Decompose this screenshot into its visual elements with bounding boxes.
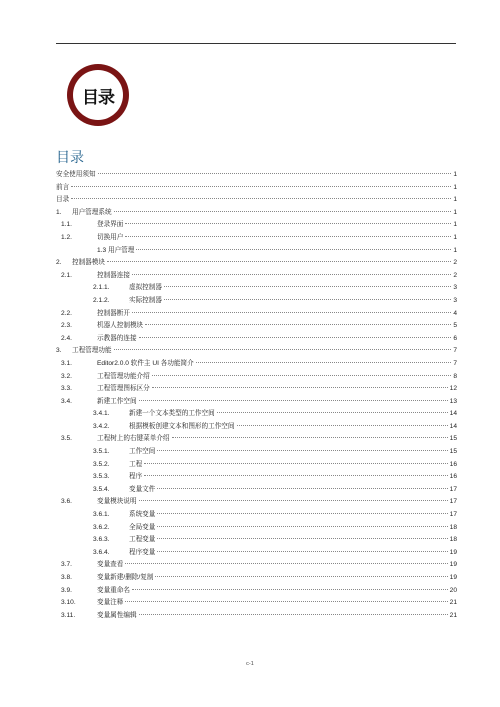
toc-leader-dots xyxy=(125,223,451,224)
toc-leader-dots xyxy=(217,412,448,413)
toc-entry[interactable] xyxy=(56,357,457,370)
toc-entry-page: 3 xyxy=(453,296,457,304)
toc-entry[interactable] xyxy=(56,181,457,194)
toc-entry-page: 14 xyxy=(449,410,457,418)
toc-entry-number: 2.2. xyxy=(61,309,72,317)
toc-entry-label: 程序 xyxy=(129,473,143,481)
toc-entry-label: 目录 xyxy=(56,196,70,204)
toc-entry[interactable] xyxy=(56,458,457,471)
toc-leader-dots xyxy=(145,324,451,325)
toc-leader-dots xyxy=(125,563,447,564)
toc-leader-dots xyxy=(144,463,447,464)
toc-entry-page: 3 xyxy=(453,284,457,292)
toc-entry-number: 3. xyxy=(56,347,62,355)
toc-entry[interactable] xyxy=(56,609,457,622)
toc-entry-number: 2.1.1. xyxy=(93,284,110,292)
toc-entry[interactable] xyxy=(56,571,457,584)
toc-entry-label: 虚拟控制器 xyxy=(129,284,162,292)
toc-entry[interactable] xyxy=(56,558,457,571)
toc-entry-number: 3.6.2. xyxy=(93,523,110,531)
toc-entry-label: 控制器模块 xyxy=(72,259,105,267)
toc-entry-label: 用户管理系统 xyxy=(72,208,112,216)
toc-entry-label: 变量重命名 xyxy=(97,586,130,594)
toc-entry[interactable] xyxy=(56,382,457,395)
toc-entry-label: 程序变量 xyxy=(129,548,156,556)
toc-entry-label: 实际控制器 xyxy=(129,296,162,304)
toc-leader-dots xyxy=(157,551,447,552)
toc-entry-number: 3.5.3. xyxy=(93,473,110,481)
toc-entry[interactable] xyxy=(56,521,457,534)
header-rule xyxy=(56,43,456,44)
toc-entry-number: 3.4. xyxy=(61,397,72,405)
toc-entry-page: 18 xyxy=(449,523,457,531)
toc-leader-dots xyxy=(237,425,448,426)
toc-leader-dots xyxy=(152,375,452,376)
toc-entry-number: 3.11. xyxy=(61,611,76,619)
toc-entry-label: 切换用户 xyxy=(97,233,124,241)
toc-leader-dots xyxy=(144,475,447,476)
toc-entry-number: 2. xyxy=(56,259,62,267)
toc-entry-label: 变量模块说明 xyxy=(97,498,137,506)
toc-entry[interactable] xyxy=(56,193,457,206)
toc-entry-page: 1 xyxy=(453,221,457,229)
toc-entry-page: 2 xyxy=(453,271,457,279)
toc-entry[interactable] xyxy=(56,319,457,332)
toc-entry[interactable] xyxy=(56,370,457,383)
toc-entry[interactable] xyxy=(56,483,457,496)
toc-leader-dots xyxy=(139,614,448,615)
toc-entry-number: 1.1. xyxy=(61,221,72,229)
toc-entry-page: 1 xyxy=(453,196,457,204)
toc-entry-label: 变量文件 xyxy=(129,485,156,493)
toc-entry-page: 7 xyxy=(453,347,457,355)
toc-entry-page: 8 xyxy=(453,372,457,380)
toc-entry-label: 安全使用须知 xyxy=(56,171,96,178)
toc-entry-label: 工程管理图标区分 xyxy=(97,385,150,393)
toc-entry-number: 3.1. xyxy=(61,359,72,367)
toc-leader-dots xyxy=(172,437,448,438)
toc-entry[interactable] xyxy=(56,470,457,483)
toc-leader-dots xyxy=(139,337,452,338)
toc-leader-dots xyxy=(71,198,451,199)
toc-leader-dots xyxy=(157,538,447,539)
toc-leader-dots xyxy=(107,261,451,262)
toc-entry-number: 3.6. xyxy=(61,498,72,506)
toc-entry[interactable] xyxy=(56,533,457,546)
toc-entry-number: 3.5.2. xyxy=(93,460,110,468)
toc-entry-number: 3.10. xyxy=(61,599,76,607)
toc-entry-number: 3.9. xyxy=(61,586,72,594)
toc-leader-dots xyxy=(157,450,447,451)
toc-leader-dots xyxy=(157,526,447,527)
toc-leader-dots xyxy=(132,589,448,590)
toc-leader-dots xyxy=(157,488,447,489)
toc-badge-icon xyxy=(67,64,129,126)
toc-entry-number: 1. xyxy=(56,208,62,216)
toc-entry-number: 3.5.4. xyxy=(93,485,110,493)
toc-entry-label: 变量注释 xyxy=(97,599,124,607)
toc-leader-dots xyxy=(155,576,447,577)
toc-entry-page: 19 xyxy=(449,574,457,581)
toc-entry-page: 16 xyxy=(449,460,457,468)
toc-entry[interactable] xyxy=(56,218,457,231)
toc-entry-number: 3.3. xyxy=(61,385,72,393)
page-footer: c-1 xyxy=(246,661,254,667)
toc-entry-label: 1.3 用户管理 xyxy=(97,246,135,254)
toc-entry[interactable] xyxy=(56,432,457,445)
toc-entry-page: 18 xyxy=(449,536,457,544)
toc-entry-number: 3.6.1. xyxy=(93,511,110,519)
toc-entry-number: 3.2. xyxy=(61,372,72,380)
toc-entry-number: 3.4.2. xyxy=(93,422,110,430)
toc-entry-page: 20 xyxy=(449,586,457,594)
toc-entry-label: 工程管理功能介绍 xyxy=(97,372,150,380)
toc-entry-label: 新建一个文本类型的工作空间 xyxy=(129,410,215,418)
toc-entry-label: 示教器的连接 xyxy=(97,334,137,342)
toc-entry-number: 2.1. xyxy=(61,271,72,279)
toc-entry[interactable] xyxy=(56,445,457,458)
toc-entry-label: 工程变量 xyxy=(129,536,156,544)
toc-leader-dots xyxy=(132,312,451,313)
toc-entry-number: 3.8. xyxy=(61,574,72,581)
toc-entry-label: 控制器连接 xyxy=(97,271,130,279)
toc-entry-page: 13 xyxy=(449,397,457,405)
toc-entry-page: 14 xyxy=(449,422,457,430)
toc-leader-dots xyxy=(125,236,451,237)
toc-entry-number: 2.3. xyxy=(61,322,72,330)
toc-entry-number: 3.7. xyxy=(61,561,72,569)
toc-entry-number: 3.6.3. xyxy=(93,536,110,544)
toc-entry-page: 1 xyxy=(453,183,457,191)
toc-entry-label: 新建工作空间 xyxy=(97,397,137,405)
toc-entry-label: 变量新建/删除/复制 xyxy=(97,574,154,581)
toc-entry-label: 工作空间 xyxy=(129,448,156,456)
toc-entry[interactable] xyxy=(56,294,457,307)
toc-entry-label: 根据模板创建文本和图形的工作空间 xyxy=(129,422,235,430)
toc-entry-number: 2.1.2. xyxy=(93,296,110,304)
toc-leader-dots xyxy=(132,274,451,275)
toc-entry-number: 2.4. xyxy=(61,334,72,342)
toc-entry-label: 工程 xyxy=(129,460,143,468)
toc-entry[interactable] xyxy=(56,508,457,521)
toc-entry-label: 系统变量 xyxy=(129,511,156,519)
toc-entry-label: 变量查看 xyxy=(97,561,124,569)
toc-entry[interactable] xyxy=(56,420,457,433)
toc-entry[interactable] xyxy=(56,256,457,269)
toc-leader-dots xyxy=(114,349,452,350)
table-of-contents xyxy=(56,168,457,621)
toc-entry-label: 全局变量 xyxy=(129,523,156,531)
toc-entry-page: 17 xyxy=(449,511,457,519)
toc-entry-number: 1.2. xyxy=(61,233,72,241)
toc-entry-page: 19 xyxy=(449,561,457,569)
toc-entry[interactable] xyxy=(56,281,457,294)
toc-badge-text: 目录 xyxy=(73,70,123,120)
toc-entry-page: 1 xyxy=(453,246,457,254)
toc-entry-label: 前言 xyxy=(56,183,70,191)
toc-entry-page: 21 xyxy=(449,611,457,619)
toc-entry-page: 5 xyxy=(453,322,457,330)
toc-leader-dots xyxy=(152,387,448,388)
toc-entry-page: 17 xyxy=(449,498,457,506)
toc-entry[interactable] xyxy=(56,596,457,609)
toc-leader-dots xyxy=(164,286,451,287)
toc-entry[interactable] xyxy=(56,344,457,357)
toc-leader-dots xyxy=(139,500,448,501)
toc-entry-page: 6 xyxy=(453,334,457,342)
toc-leader-dots xyxy=(125,601,447,602)
toc-entry-label: 工程树上的右键菜单介绍 xyxy=(97,435,170,443)
toc-entry-page: 2 xyxy=(453,259,457,267)
toc-entry-page: 16 xyxy=(449,473,457,481)
toc-leader-dots xyxy=(136,249,451,250)
toc-entry[interactable] xyxy=(56,495,457,508)
toc-leader-dots xyxy=(164,299,451,300)
toc-entry[interactable] xyxy=(56,395,457,408)
toc-leader-dots xyxy=(139,400,448,401)
toc-entry-page: 1 xyxy=(453,208,457,216)
toc-entry[interactable] xyxy=(56,168,457,181)
toc-entry[interactable] xyxy=(56,231,457,244)
toc-entry-page: 15 xyxy=(449,448,457,456)
toc-entry-page: 7 xyxy=(453,359,457,367)
toc-entry-page: 1 xyxy=(453,233,457,241)
toc-entry-page: 17 xyxy=(449,485,457,493)
toc-entry-page: 21 xyxy=(449,599,457,607)
toc-entry[interactable] xyxy=(56,269,457,282)
toc-title: 目录 xyxy=(56,149,84,165)
toc-leader-dots xyxy=(114,211,452,212)
toc-leader-dots xyxy=(98,173,452,174)
toc-entry-page: 19 xyxy=(449,548,457,556)
toc-entry-number: 3.6.4. xyxy=(93,548,110,556)
toc-entry-page: 4 xyxy=(453,309,457,317)
toc-leader-dots xyxy=(157,513,447,514)
toc-entry[interactable] xyxy=(56,244,457,257)
toc-leader-dots xyxy=(196,362,452,363)
toc-entry-label: Editor2.0.0 软件主 UI 各功能简介 xyxy=(97,359,194,367)
toc-entry-label: 工程管理功能 xyxy=(72,347,112,355)
toc-entry-page: 15 xyxy=(449,435,457,443)
toc-entry-label: 机器人控制模块 xyxy=(97,322,144,330)
toc-entry[interactable] xyxy=(56,546,457,559)
toc-entry-page: 12 xyxy=(449,385,457,393)
toc-entry[interactable] xyxy=(56,584,457,597)
toc-entry[interactable] xyxy=(56,307,457,320)
toc-entry-label: 变量属性编辑 xyxy=(97,611,137,619)
toc-entry[interactable] xyxy=(56,332,457,345)
toc-entry-number: 3.5. xyxy=(61,435,72,443)
toc-entry-number: 3.5.1. xyxy=(93,448,110,456)
toc-entry[interactable] xyxy=(56,206,457,219)
toc-entry-label: 控制器断开 xyxy=(97,309,130,317)
toc-entry-number: 3.4.1. xyxy=(93,410,110,418)
toc-entry[interactable] xyxy=(56,407,457,420)
toc-entry-label: 登录界面 xyxy=(97,221,124,229)
toc-entry-page: 1 xyxy=(453,171,457,178)
toc-leader-dots xyxy=(71,186,451,187)
